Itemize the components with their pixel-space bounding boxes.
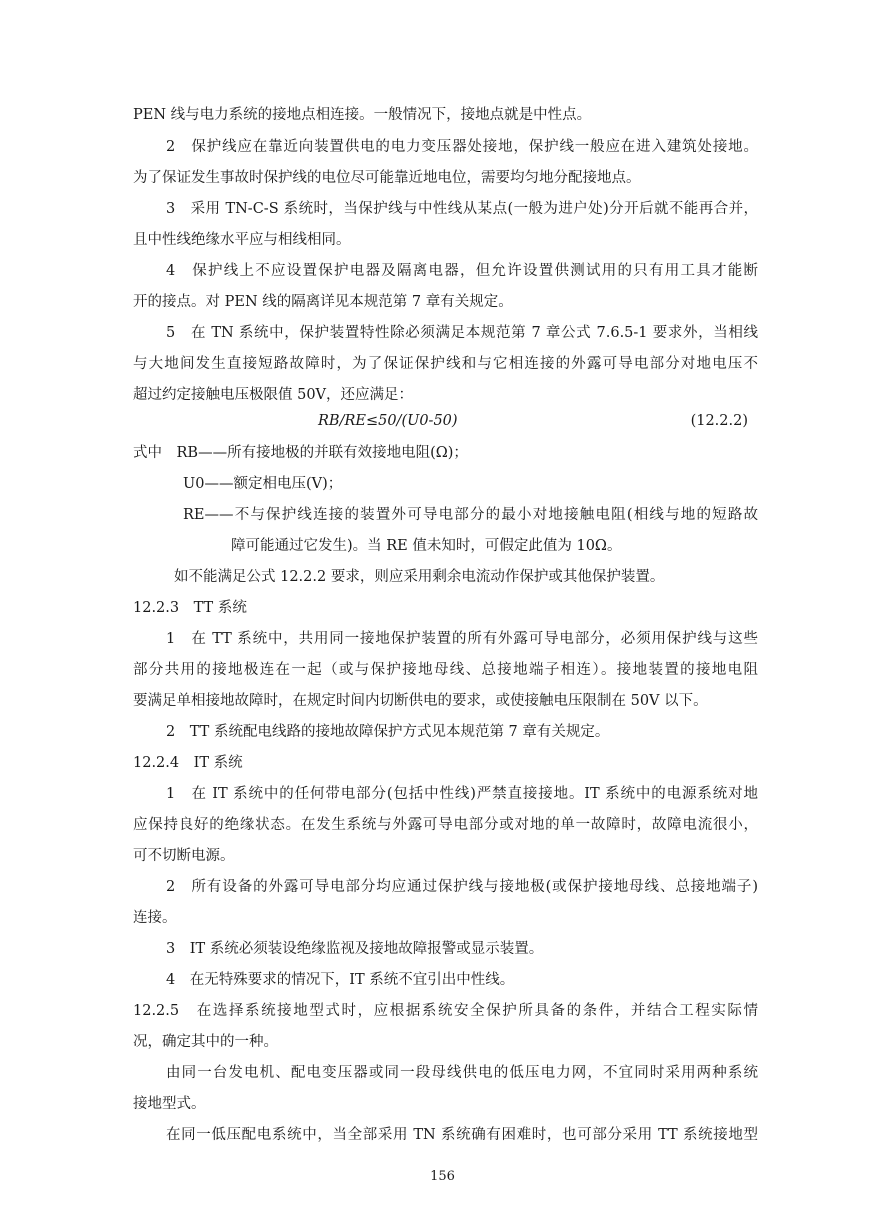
text-line: 由同一台发电机、配电变压器或同一段母线供电的低压电力网，不宜同时采用两种系统 <box>166 1065 758 1081</box>
text-line: 接地型式。 <box>133 1096 206 1112</box>
text-line: 超过约定接触电压极限值 50V，还应满足： <box>133 387 414 403</box>
text-line: 2 所有设备的外露可导电部分均应通过保护线与接地极(或保护接地母线、总接地端子) <box>166 879 758 895</box>
text-line: 2 保护线应在靠近向装置供电的电力变压器处接地，保护线一般应在进入建筑处接地。 <box>166 139 758 155</box>
formula-number: (12.2.2) <box>690 413 748 429</box>
text-line: 应保持良好的绝缘状态。在发生系统与外露可导电部分或对地的单一故障时，故障电流很小， <box>133 817 758 833</box>
text-line: 在同一低压配电系统中，当全部采用 TN 系统确有困难时，也可部分采用 TT 系统接地型 <box>166 1127 758 1143</box>
text-line: 1 在 IT 系统中的任何带电部分(包括中性线)严禁直接接地。IT 系统中的电源系统对地 <box>166 786 758 802</box>
text-line: RE——不与保护线连接的装置外可导电部分的最小对地接触电阻(相线与地的短路故 <box>183 507 758 523</box>
text-line: 5 在 TN 系统中，保护装置特性除必须满足本规范第 7 章公式 7.6.5-1 要求外，当相线 <box>166 325 758 341</box>
formula-12-2-2 <box>133 411 758 433</box>
text-line: 部分共用的接地极连在一起（或与保护接地母线、总接地端子相连）。接地装置的接地电阻 <box>133 662 758 678</box>
text-line: PEN 线与电力系统的接地点相连接。一般情况下，接地点就是中性点。 <box>133 107 592 123</box>
text-line: 连接。 <box>133 910 177 926</box>
text-line: 3 采用 TN-C-S 系统时，当保护线与中性线从某点(一般为进户处)分开后就不能再合并， <box>166 201 758 217</box>
text-line: 且中性线绝缘水平应与相线相同。 <box>133 232 351 248</box>
text-line: 3 IT 系统必须装设绝缘监视及接地故障报警或显示装置。 <box>166 941 544 957</box>
text-line: 式中 RB——所有接地极的并联有效接地电阻(Ω)； <box>133 445 468 461</box>
text-line: 况，确定其中的一种。 <box>133 1034 278 1050</box>
page-number: 156 <box>430 1169 455 1184</box>
section-heading: 12.2.3 TT 系统 <box>133 600 247 616</box>
text-line: 2 TT 系统配电线路的接地故障保护方式见本规范第 7 章有关规定。 <box>166 724 610 740</box>
text-line: 开的接点。对 PEN 线的隔离详见本规范第 7 章有关规定。 <box>133 294 513 310</box>
text-line: 要满足单相接地故障时，在规定时间内切断供电的要求，或使接触电压限制在 50V 以下。 <box>133 693 708 709</box>
text-line: 1 在 TT 系统中，共用同一接地保护装置的所有外露可导电部分，必须用保护线与这些 <box>166 631 758 647</box>
text-line: 4 在无特殊要求的情况下，IT 系统不宜引出中性线。 <box>166 972 515 988</box>
text-line: 为了保证发生事故时保护线的电位尽可能靠近地电位，需要均匀地分配接地点。 <box>133 170 641 186</box>
text-line: 与大地间发生直接短路故障时，为了保证保护线和与它相连接的外露可导电部分对地电压不 <box>133 356 758 372</box>
section-heading: 12.2.4 IT 系统 <box>133 755 243 771</box>
text-line: 障可能通过它发生)。当 RE 值未知时，可假定此值为 10Ω。 <box>231 538 622 554</box>
section-heading: 12.2.5 在选择系统接地型式时，应根据系统安全保护所具备的条件，并结合工程实际情 <box>133 1003 758 1019</box>
text-line: 可不切断电源。 <box>133 848 235 864</box>
formula-expression: RB/RE≤50/(U0-50) <box>318 413 458 429</box>
text-line: U0——额定相电压(V)； <box>183 476 343 492</box>
text-line: 4 保护线上不应设置保护电器及隔离电器，但允许设置供测试用的只有用工具才能断 <box>166 263 758 279</box>
text-line: 如不能满足公式 12.2.2 要求，则应采用剩余电流动作保护或其他保护装置。 <box>174 569 665 585</box>
